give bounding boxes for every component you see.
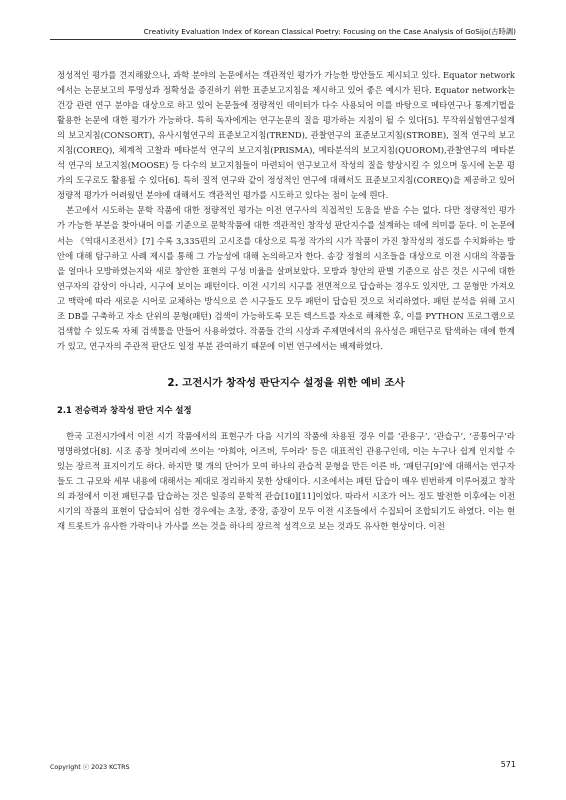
header-rule (50, 39, 516, 40)
subsection-title: 2.1 전승력과 창작성 판단 지수 설정 (57, 404, 192, 415)
running-title: Creativity Evaluation Index of Korean Classical Poetry: Focusing on the Case Analysis of GoSijo(古時調) (143, 27, 516, 36)
copyright-notice: Copyright ⓒ 2023 KCTRS (50, 764, 130, 771)
paragraph: 한국 고전시가에서 이전 시기 작품에서의 표현구가 다음 시기의 작품에 차용된 경우 이를 ‘관용구’, ‘관습구’, ‘공통어구’라 명명하였다[8]. 시조 종장 첫머리에 쓰이는 ‘아희야, 어즈버, 두어라’ 등은 대표적인 관용구인데, 이는 누구나 쉽게 인지할 수 있는 장르적 표지이기도 하다. 하지만 몇 개의 단어가 모여 하나의 관습적 문형을 만든 이른 바, ‘패턴구[9]’에 대해서는 연구자들도 그 규모와 세부 내용에 대해서는 제대로 정리하지 못한 상태이다. 시조에서는 패턴 답습이 매우 빈번하게 이루어졌고 창작의 과정에서 이전 패턴구를 답습하는 것은 일종의 문학적 관습[10][11]이었다. 따라서 시조가 어느 정도 발전한 이후에는 이전 시기의 작품의 표현이 답습되어 심한 경우에는 초장, 중장, 종장이 모두 이전 시조들에서 수집되어 조합되기도 하였다. 이는 현재 트롯트가 유사한 가락이나 가사를 쓰는 것을 하나의 장르적 성격으로 보는 것과도 유사한 현상이다. 이전 (57, 430, 515, 532)
paragraph: 정성적인 평가를 견지해왔으나, 과학 분야의 논문에서는 객관적인 평가가 가능한 방안들도 제시되고 있다. Equator network에서는 논문보고의 투명성과 정확성을 증진하기 위한 표준보고지침을 제시하고 있어 좋은 예시가 된다. Equator network는 건강 관련 연구 분야을 대상으로 하고 있어 논문들에 정량적인 데이터가 다수 사용되어 이를 바탕으로 메타연구나 통계기법을 활용한 논문에 대한 평가가 가능하다. 특히 독자에게는 연구논문의 질을 평가하는 지침이 될 수 있다[5]. 무작위실험연구설계의 보고지침(CONSORT), 유사시험연구의 표준보고지침(TREND), 관찰연구의 표준보고지침(STROBE), 질적 연구의 보고지침(COREQ), 체계적 고찰과 메타분석 연구의 보고지침(PRISMA), 메타분석의 보고지침(QUOROM),관찰연구의 메타분석 연구의 보고지침(MOOSE) 등 다수의 보고지침들이 마련되어 연구보고서 작성의 질을 향상시킬 수 있으며 동시에 논문 평가의 도구로도 활용될 수 있다[6]. 특히 질적 연구와 같이 정성적인 연구에 대해서도 표준보고지침(COREQ)을 제공하고 있어 정량적 평가가 어려웠던 분야에 대해서도 객관적인 평가를 시도하고 있다는 점이 눈에 띈다. (57, 70, 515, 201)
section-title: 2. 고전시가 창작성 판단지수 설정을 위한 예비 조사 (167, 376, 405, 389)
body-text (57, 68, 515, 534)
paragraph: 본고에서 시도하는 문학 작품에 대한 정량적인 평가는 이전 연구사의 직접적인 도움을 받을 수는 없다. 다만 정량적인 평가가 가능한 부분을 찾아내어 이를 기준으로 문학작품에 대한 객관적인 창작성 판단지수를 설계하는 데에 의미를 둔다. 이 논문에서는 《역대시조전서》[7] 수록 3,335편의 고시조를 대상으로 특정 작가의 시가 작품이 가진 창작성의 정도를 수치화하는 방안에 대해 탐구하고 사례 제시를 통해 그 가능성에 대해 논의하고자 한다. 송강 정철의 시조들을 대상으로 이전 시대의 작품들을 얼마나 모방하였는지와 새로 창안한 표현의 구성 비율을 살펴보았다. 모방과 창안의 판별 기준으로 삼은 것은 시구에 대한 연구자의 감상이 아니라, 시구에 보이는 패턴이다. 이전 시기의 시구를 전면적으로 답습하는 경우도 있지만, 그 문형만 가져오고 맥락에 따라 새로운 시어로 교체하는 방식으로 쓴 시구들도 모두 패턴이 답습된 것으로 처리하였다. 패턴 분석을 위해 고시조 DB를 구축하고 자소 단위의 문형(패턴) 검색이 가능하도록 모든 텍스트를 자소로 해체한 후, 이를 PYTHON 프로그램으로 검색할 수 있도록 자체 검색툴을 만들어 사용하였다. 작품들 간의 시상과 주제면에서의 유사성은 패턴구로 탐색하는 데에 한계가 있고, 연구자의 주관적 판단도 일정 부분 관여하기 때문에 이번 연구에서는 배제하였다. (57, 205, 515, 351)
page-number: 571 (500, 760, 516, 769)
